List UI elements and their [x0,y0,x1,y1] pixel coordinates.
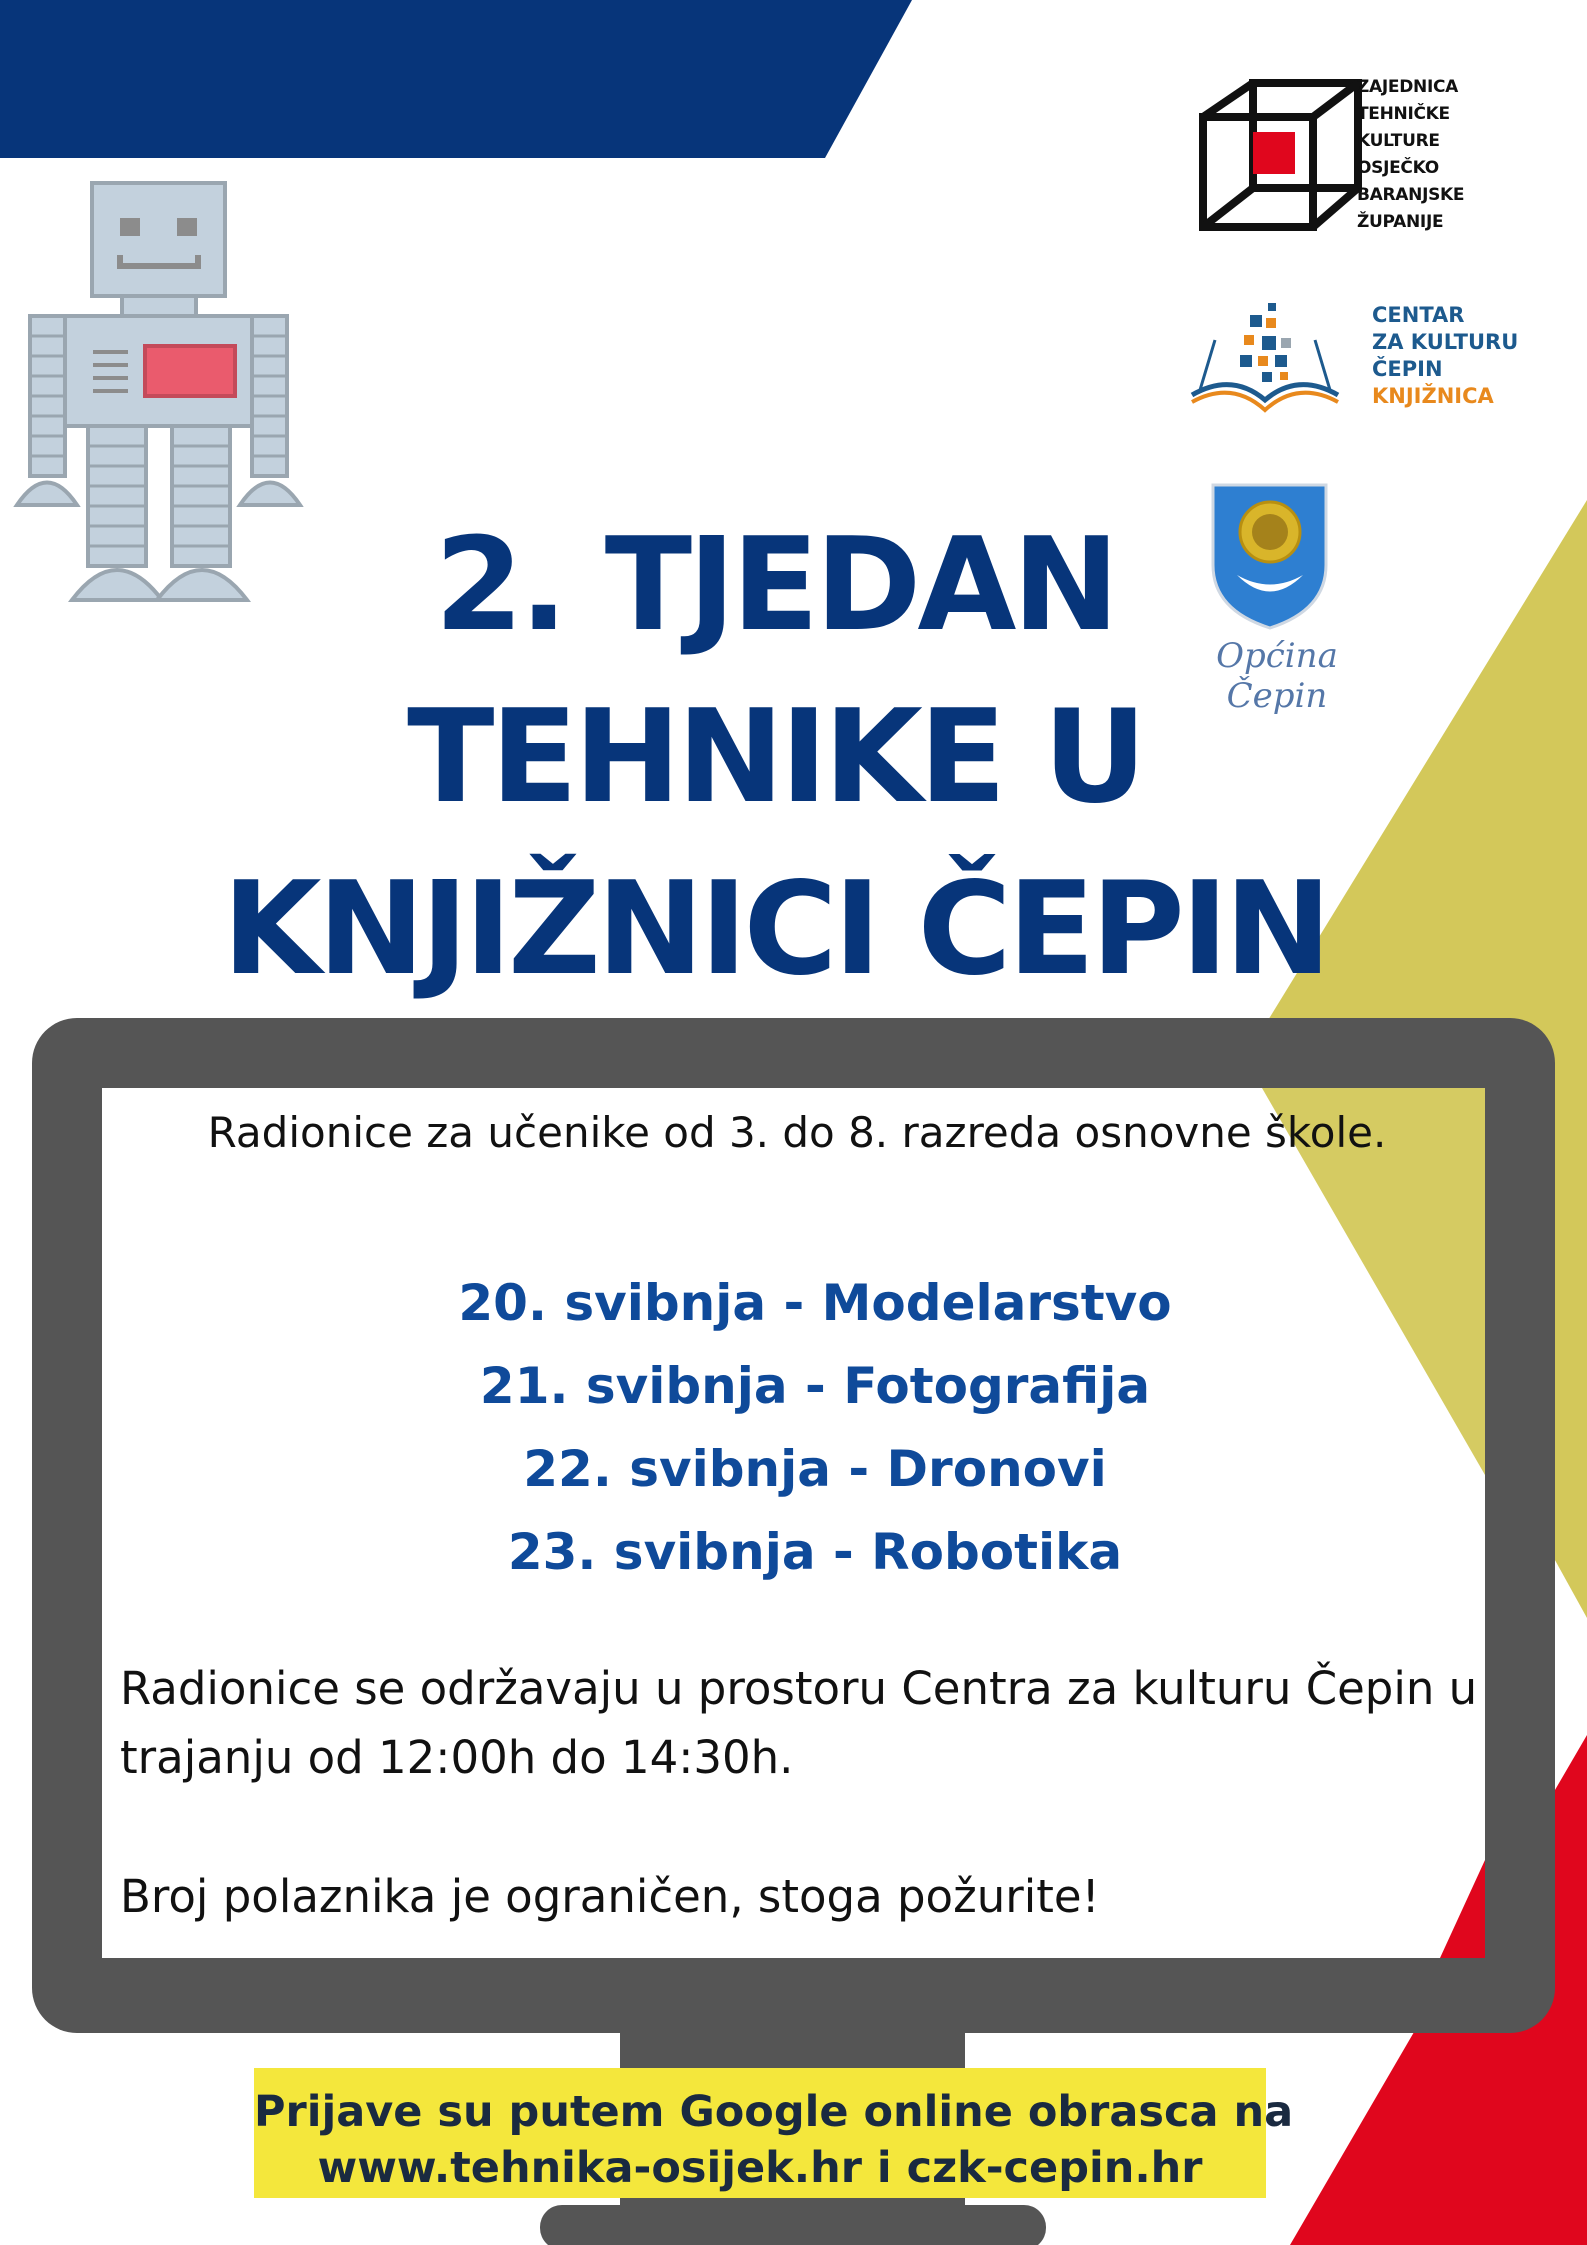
title-line-3: KNJIŽNICI ČEPIN [222,855,1328,1004]
zajednica-logo-text [1357,74,1464,236]
zajednica-line: KULTURE [1357,131,1440,151]
info-line-2: trajanju od 12:00h do 14:30h. [120,1731,794,1784]
info-paragraph [120,1654,1490,1792]
book-logo [1192,303,1338,410]
schedule-item: 20. svibnja - Modelarstvo [458,1274,1172,1332]
czk-line: KNJIŽNICA [1372,384,1494,408]
registration-text [254,2084,1294,2196]
zajednica-line: ŽUPANIJE [1357,212,1444,232]
schedule-item: 21. svibnja - Fotografija [479,1357,1151,1415]
intro-text: Radionice za učenike od 3. do 8. razreda osnovne škole. [207,1108,1387,1157]
czk-line: ČEPIN [1372,357,1443,381]
title-line-2: TEHNIKE U [407,683,1143,832]
czk-logo-text [1372,302,1518,410]
info-line-1: Radionice se održavaju u prostoru Centra za kulturu Čepin u [120,1662,1478,1715]
registration-line-1: Prijave su putem Google online obrasca na [254,2087,1294,2137]
zajednica-line: BARANJSKE [1357,185,1465,205]
zajednica-line: TEHNIČKE [1357,104,1450,124]
limit-text: Broj polaznika je ograničen, stoga požurite! [120,1870,1100,1923]
monitor-illustration [32,1018,1555,2245]
zajednica-line: ZAJEDNICA [1357,77,1459,97]
schedule-item: 22. svibnja - Dronovi [523,1440,1107,1498]
czk-line: ZA KULTURU [1372,330,1519,354]
zajednica-cube-logo [1203,83,1358,227]
opcina-label: Općina Čepin [1216,636,1338,716]
title-line-1: 2. TJEDAN [434,511,1116,660]
schedule-item: 23. svibnja - Robotika [507,1523,1123,1581]
zajednica-line: OSJEČKO [1357,158,1439,178]
registration-line-2: www.tehnika-osijek.hr i czk-cepin.hr [317,2143,1203,2193]
schedule-list [300,1262,1330,1594]
czk-line: CENTAR [1372,303,1465,327]
page-title [160,500,1390,1016]
navy-top-banner [0,0,912,158]
